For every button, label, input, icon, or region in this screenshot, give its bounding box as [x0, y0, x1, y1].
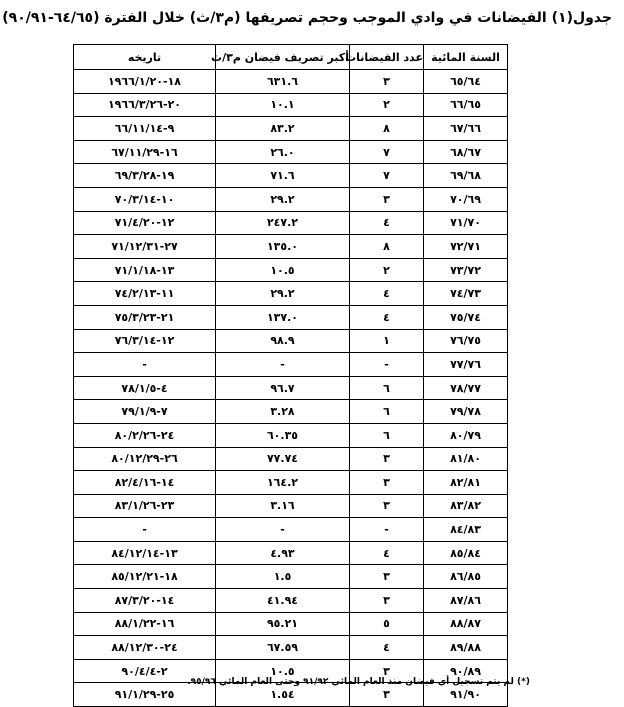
cell-flood-count: ٧ — [350, 164, 424, 188]
header-max-discharge: أكبر تصريف فيضان م٣/ث — [216, 45, 350, 70]
cell-date: ١٦-٨٨/١/٢٢ — [74, 612, 216, 636]
cell-date: ٢٥-٩١/١/٢٩ — [74, 683, 216, 707]
cell-date: ١٨-١٩٦٦/١/٢٠ — [74, 70, 216, 94]
cell-max-discharge: ٢٦.٠ — [216, 140, 350, 164]
cell-max-discharge: ٢٩.٢ — [216, 282, 350, 306]
cell-flood-count: ٢ — [350, 258, 424, 282]
cell-flood-count: ٤ — [350, 636, 424, 660]
cell-max-discharge: ٩٨.٩ — [216, 329, 350, 353]
cell-max-discharge: ٣.١٦ — [216, 494, 350, 518]
table-row — [74, 636, 508, 660]
cell-water-year: ٧٥/٧٤ — [424, 305, 508, 329]
cell-water-year: ٨٠/٧٩ — [424, 423, 508, 447]
table-row — [74, 518, 508, 542]
cell-date: ١٤-٨٧/٣/٢٠ — [74, 589, 216, 613]
cell-max-discharge: ٦٣١.٦ — [216, 70, 350, 94]
cell-flood-count: ٣ — [350, 683, 424, 707]
header-water-year: السنة المائية — [424, 45, 508, 70]
cell-flood-count: ٣ — [350, 187, 424, 211]
cell-flood-count: ٤ — [350, 541, 424, 565]
cell-flood-count: ٤ — [350, 282, 424, 306]
table-row — [74, 565, 508, 589]
table-row — [74, 305, 508, 329]
cell-max-discharge: ٩٥.٢١ — [216, 612, 350, 636]
table-row — [74, 400, 508, 424]
cell-max-discharge: ٦٠.٣٥ — [216, 423, 350, 447]
cell-date: ١٦-٦٧/١١/٢٩ — [74, 140, 216, 164]
cell-water-year: ٨٩/٨٨ — [424, 636, 508, 660]
table-row — [74, 612, 508, 636]
cell-date: ١٨-٨٥/١٢/٢١ — [74, 565, 216, 589]
table-row — [74, 93, 508, 117]
cell-date: ٢٠-١٩٦٦/٣/٢٦ — [74, 93, 216, 117]
table-row — [74, 494, 508, 518]
cell-water-year: ٧٢/٧١ — [424, 235, 508, 259]
table-row — [74, 258, 508, 282]
cell-max-discharge: ١٣٧.٠ — [216, 305, 350, 329]
cell-max-discharge: - — [216, 518, 350, 542]
table-body — [74, 70, 508, 707]
cell-flood-count: ٤ — [350, 211, 424, 235]
footnote: (*) لم يتم تسجيل أي فيضان منذ العام المائي ٩١/٩٢ وحتى العام المائي ٩٥/٩٦. — [187, 677, 530, 687]
cell-water-year: ٨٥/٨٤ — [424, 541, 508, 565]
cell-flood-count: - — [350, 518, 424, 542]
cell-flood-count: ٦ — [350, 423, 424, 447]
cell-date: ٩-٦٦/١١/١٤ — [74, 117, 216, 141]
table-row — [74, 471, 508, 495]
cell-max-discharge: ١٣٥.٠ — [216, 235, 350, 259]
cell-date: ٤-٧٨/١/٥ — [74, 376, 216, 400]
cell-date: - — [74, 353, 216, 377]
cell-date: - — [74, 518, 216, 542]
cell-max-discharge: ١٠.٥ — [216, 258, 350, 282]
cell-water-year: ٨٣/٨٢ — [424, 494, 508, 518]
cell-water-year: ٨٤/٨٣ — [424, 518, 508, 542]
cell-date: ١٣-٨٤/١٢/١٤ — [74, 541, 216, 565]
cell-water-year: ٧٦/٧٥ — [424, 329, 508, 353]
cell-flood-count: ٨ — [350, 117, 424, 141]
cell-water-year: ٦٩/٦٨ — [424, 164, 508, 188]
cell-max-discharge: ١٠.١ — [216, 93, 350, 117]
cell-flood-count: ٢ — [350, 93, 424, 117]
cell-date: ٢٣-٨٣/١/٢٦ — [74, 494, 216, 518]
cell-date: ١٠-٧٠/٣/١٤ — [74, 187, 216, 211]
table-row — [74, 353, 508, 377]
cell-max-discharge: ٨٣.٢ — [216, 117, 350, 141]
cell-water-year: ٧٤/٧٣ — [424, 282, 508, 306]
cell-water-year: ٨٨/٨٧ — [424, 612, 508, 636]
cell-max-discharge: ١٦٤.٢ — [216, 471, 350, 495]
table-row — [74, 140, 508, 164]
cell-water-year: ٧١/٧٠ — [424, 211, 508, 235]
cell-water-year: ٨٢/٨١ — [424, 471, 508, 495]
cell-max-discharge: - — [216, 353, 350, 377]
cell-flood-count: ٣ — [350, 70, 424, 94]
cell-max-discharge: ١٠.٥ — [216, 659, 350, 683]
table-row — [74, 589, 508, 613]
cell-water-year: ٧٣/٧٢ — [424, 258, 508, 282]
cell-date: ٢٤-٨٠/٢/٢٦ — [74, 423, 216, 447]
cell-max-discharge: ١.٥ — [216, 565, 350, 589]
cell-flood-count: ٦ — [350, 400, 424, 424]
cell-water-year: ٧٠/٦٩ — [424, 187, 508, 211]
cell-max-discharge: ١.٥٤ — [216, 683, 350, 707]
cell-flood-count: ٣ — [350, 471, 424, 495]
cell-max-discharge: ٤.٩٣ — [216, 541, 350, 565]
cell-max-discharge: ٧٧.٧٤ — [216, 447, 350, 471]
cell-flood-count: - — [350, 353, 424, 377]
cell-flood-count: ٣ — [350, 447, 424, 471]
cell-flood-count: ٣ — [350, 589, 424, 613]
cell-date: ١٤-٨٢/٤/١٦ — [74, 471, 216, 495]
cell-water-year: ٨٧/٨٦ — [424, 589, 508, 613]
cell-water-year: ٨٦/٨٥ — [424, 565, 508, 589]
cell-flood-count: ٤ — [350, 305, 424, 329]
table-row — [74, 423, 508, 447]
cell-flood-count: ٨ — [350, 235, 424, 259]
cell-flood-count: ٥ — [350, 612, 424, 636]
cell-water-year: ٦٨/٦٧ — [424, 140, 508, 164]
cell-flood-count: ٣ — [350, 565, 424, 589]
cell-date: ٢١-٧٥/٣/٢٣ — [74, 305, 216, 329]
cell-date: ٢٦-٨٠/١٢/٢٩ — [74, 447, 216, 471]
table-caption: جدول(١) الفيضانات في وادي الموجب وحجم تصريفها (م٣/ث) خلال الفترة (٦٤/٦٥-٩٠/٩١) — [2, 10, 612, 26]
cell-date: ٧-٧٩/١/٩ — [74, 400, 216, 424]
cell-water-year: ٧٨/٧٧ — [424, 376, 508, 400]
cell-date: ١٢-٧٦/٣/١٤ — [74, 329, 216, 353]
header-date: تاريخه — [74, 45, 216, 70]
cell-water-year: ٦٧/٦٦ — [424, 117, 508, 141]
cell-water-year: ٦٦/٦٥ — [424, 93, 508, 117]
table-row — [74, 211, 508, 235]
floods-table — [73, 44, 508, 707]
table-row — [74, 187, 508, 211]
cell-date: ٢٤-٨٨/١٢/٣٠ — [74, 636, 216, 660]
cell-flood-count: ٦ — [350, 376, 424, 400]
cell-flood-count: ٣ — [350, 659, 424, 683]
cell-water-year: ٩١/٩٠ — [424, 683, 508, 707]
cell-water-year: ٧٧/٧٦ — [424, 353, 508, 377]
table-row — [74, 376, 508, 400]
cell-flood-count: ٣ — [350, 494, 424, 518]
cell-max-discharge: ٦٧.٥٩ — [216, 636, 350, 660]
table-row — [74, 117, 508, 141]
cell-flood-count: ١ — [350, 329, 424, 353]
table-row — [74, 235, 508, 259]
cell-water-year: ٧٩/٧٨ — [424, 400, 508, 424]
table-row — [74, 164, 508, 188]
table-row — [74, 70, 508, 94]
header-flood-count: عدد الفيضانات — [350, 45, 424, 70]
cell-date: ١٣-٧١/١/١٨ — [74, 258, 216, 282]
table-header-row — [74, 45, 508, 70]
cell-max-discharge: ٩٦.٧ — [216, 376, 350, 400]
cell-max-discharge: ٣.٢٨ — [216, 400, 350, 424]
cell-date: ٢٧-٧١/١٢/٣١ — [74, 235, 216, 259]
cell-max-discharge: ٢٩.٢ — [216, 187, 350, 211]
cell-max-discharge: ٤١.٩٤ — [216, 589, 350, 613]
cell-date: ٢-٩٠/٤/٤ — [74, 659, 216, 683]
cell-water-year: ٩٠/٨٩ — [424, 659, 508, 683]
cell-water-year: ٨١/٨٠ — [424, 447, 508, 471]
cell-flood-count: ٧ — [350, 140, 424, 164]
table-row — [74, 282, 508, 306]
table-row — [74, 447, 508, 471]
table-row — [74, 329, 508, 353]
cell-date: ١٢-٧١/٤/٢٠ — [74, 211, 216, 235]
cell-water-year: ٦٥/٦٤ — [424, 70, 508, 94]
cell-date: ١١-٧٤/٢/١٣ — [74, 282, 216, 306]
cell-max-discharge: ٧١.٦ — [216, 164, 350, 188]
cell-date: ١٩-٦٩/٣/٢٨ — [74, 164, 216, 188]
cell-max-discharge: ٢٤٧.٢ — [216, 211, 350, 235]
table-row — [74, 541, 508, 565]
